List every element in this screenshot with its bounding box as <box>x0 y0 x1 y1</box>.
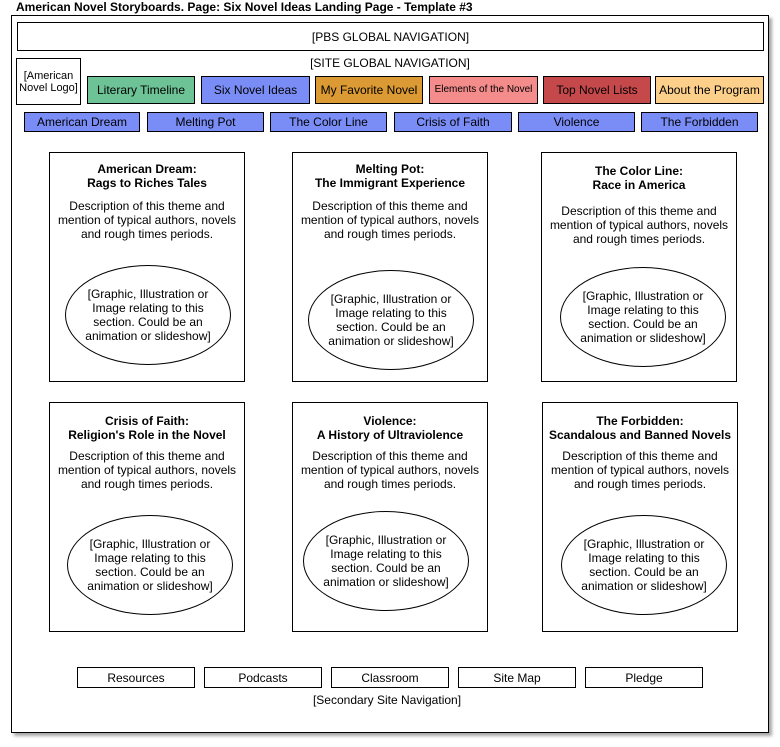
card-american-dream[interactable] <box>49 152 245 382</box>
site-global-navigation-label: [SITE GLOBAL NAVIGATION] <box>310 56 470 70</box>
card-title: Melting Pot: The Immigrant Experience <box>314 162 466 190</box>
nav-literary-timeline[interactable]: Literary Timeline <box>87 76 195 104</box>
footer-classroom[interactable]: Classroom <box>331 667 449 688</box>
card-violence[interactable] <box>292 402 488 632</box>
card-description: Description of this theme and mention of typical authors, novels and rough times periods. <box>57 199 237 241</box>
theme-american-dream[interactable]: American Dream <box>24 112 140 132</box>
graphic-placeholder: [Graphic, Illustration or Image relating to this section. Could be an animation or slideshow] <box>303 511 469 611</box>
card-title: Violence: A History of Ultraviolence <box>316 414 464 442</box>
card-title: The Forbidden: Scandalous and Banned Novels <box>548 414 732 442</box>
card-title: American Dream: Rags to Riches Tales <box>87 162 207 190</box>
nav-elements-of-the-novel[interactable]: Elements of the Novel <box>429 76 538 104</box>
nav-my-favorite-novel[interactable]: My Favorite Novel <box>315 76 423 104</box>
footer-pledge[interactable]: Pledge <box>585 667 703 688</box>
nav-about-the-program[interactable]: About the Program <box>655 76 764 104</box>
card-description: Description of this theme and mention of typical authors, novels and rough times periods. <box>549 204 729 246</box>
theme-the-color-line[interactable]: The Color Line <box>270 112 387 132</box>
card-description: Description of this theme and mention of typical authors, novels and rough times periods. <box>300 449 480 491</box>
footer-resources[interactable]: Resources <box>77 667 195 688</box>
graphic-placeholder: [Graphic, Illustration or Image relating to this section. Could be an animation or slideshow] <box>65 265 231 365</box>
card-crisis-of-faith[interactable] <box>49 402 245 632</box>
card-title: The Color Line: Race in America <box>592 164 686 192</box>
card-the-forbidden[interactable] <box>542 402 738 632</box>
theme-the-forbidden[interactable]: The Forbidden <box>641 112 758 132</box>
secondary-site-navigation-label: [Secondary Site Navigation] <box>312 693 462 707</box>
graphic-placeholder: [Graphic, Illustration or Image relating to this section. Could be an animation or slideshow] <box>308 270 474 370</box>
american-novel-logo[interactable]: [American Novel Logo] <box>16 58 81 105</box>
graphic-placeholder: [Graphic, Illustration or Image relating to this section. Could be an animation or slideshow] <box>561 515 727 615</box>
card-melting-pot[interactable] <box>292 152 488 382</box>
footer-podcasts[interactable]: Podcasts <box>204 667 322 688</box>
graphic-placeholder: [Graphic, Illustration or Image relating to this section. Could be an animation or slideshow] <box>560 267 726 367</box>
nav-top-novel-lists[interactable]: Top Novel Lists <box>543 76 651 104</box>
card-description: Description of this theme and mention of typical authors, novels and rough times periods. <box>57 449 237 491</box>
card-description: Description of this theme and mention of typical authors, novels and rough times periods. <box>300 199 480 241</box>
card-title: Crisis of Faith: Religion's Role in the Novel <box>68 414 226 442</box>
card-description: Description of this theme and mention of typical authors, novels and rough times periods. <box>550 449 730 491</box>
graphic-placeholder: [Graphic, Illustration or Image relating to this section. Could be an animation or slideshow] <box>67 515 233 615</box>
pbs-global-navigation[interactable]: [PBS GLOBAL NAVIGATION] <box>17 22 764 51</box>
page-title: American Novel Storyboards. Page: Six Novel Ideas Landing Page - Template #3 <box>16 0 473 14</box>
theme-violence[interactable]: Violence <box>518 112 635 132</box>
theme-crisis-of-faith[interactable]: Crisis of Faith <box>394 112 512 132</box>
nav-six-novel-ideas[interactable]: Six Novel Ideas <box>201 76 310 104</box>
card-the-color-line[interactable] <box>541 152 737 382</box>
footer-site-map[interactable]: Site Map <box>458 667 576 688</box>
theme-melting-pot[interactable]: Melting Pot <box>147 112 264 132</box>
